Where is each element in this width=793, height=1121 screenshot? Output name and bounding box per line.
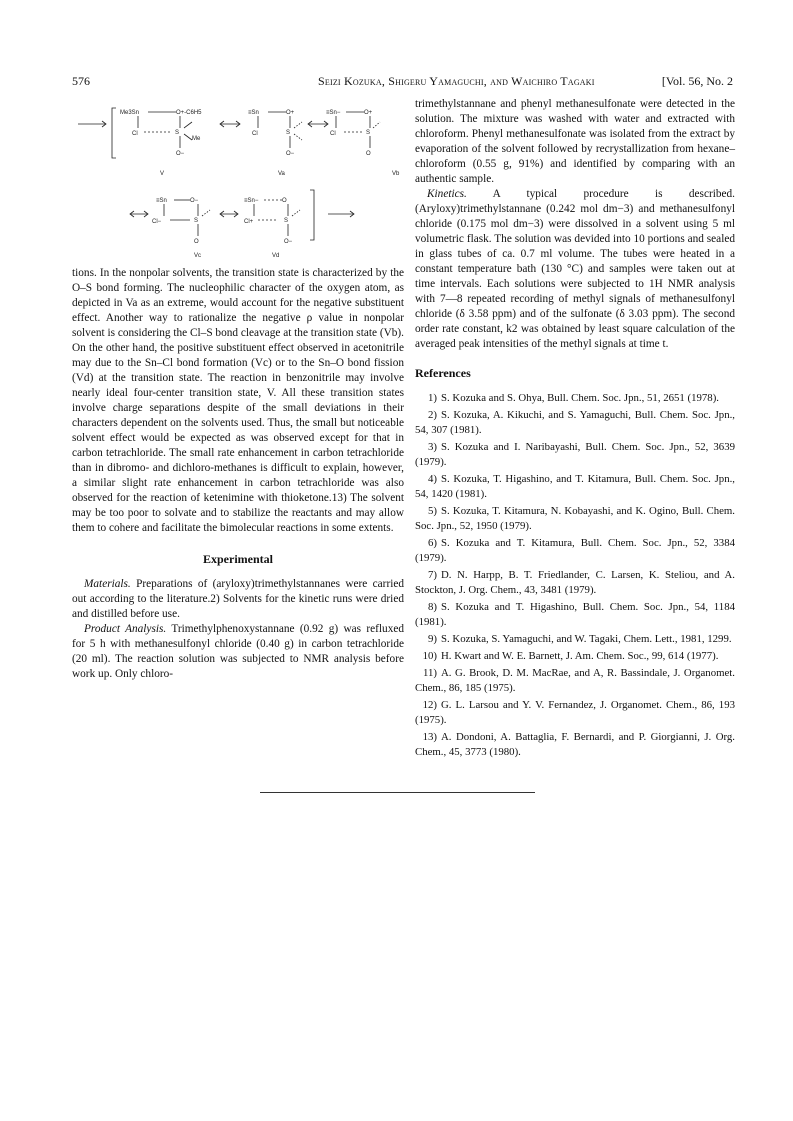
scheme-atom-o-minus: O− (176, 151, 185, 157)
scheme-atom-o-plus-vb: O+ (364, 110, 373, 116)
reference-item: 2) S. Kozuka, A. Kikuchi, and S. Yamaguchi, Bull. Chem. Soc. Jpn., 54, 307 (1981). (415, 409, 735, 436)
scheme-atom-o-aryl: O+-C6H5 (176, 110, 202, 116)
scheme-atom-o-minus-va: O− (286, 151, 295, 157)
scheme-atom-o-minus-vd: O− (284, 239, 293, 245)
scheme-atom-cl-vc: Cl− (152, 219, 162, 225)
reference-item: 5) S. Kozuka, T. Kitamura, N. Kobayashi, and K. Ogino, Bull. Chem. Soc. Jpn., 52, 1950 (1979). (415, 505, 735, 532)
scheme-atom-me3sn: Me3Sn (120, 110, 140, 116)
left-column (72, 266, 404, 682)
reference-item: 8) S. Kozuka and T. Higashino, Bull. Chem. Soc. Jpn., 54, 1184 (1981). (415, 601, 735, 628)
scheme-atom-o-plus-va: O+ (286, 110, 295, 116)
scheme-atom-o-vc: O− (190, 198, 199, 204)
reference-list (415, 391, 735, 760)
scheme-atom-sn-vd: ≡Sn− (244, 198, 259, 204)
scheme-atom-cl-va: Cl (252, 131, 258, 137)
materials-paragraph (72, 577, 404, 622)
running-header-authors: Seizi Kozuka, Shigeru Yamaguchi, and Waichiro Tagaki (318, 74, 595, 88)
scheme-label-vc: Vc (194, 253, 202, 259)
scheme-atom-sn-vc: ≡Sn (156, 198, 167, 204)
materials-label: Materials. (84, 578, 131, 590)
reference-item: 1) S. Kozuka and S. Ohya, Bull. Chem. Soc. Jpn., 51, 2651 (1978). (428, 392, 720, 404)
page-number: 576 (72, 74, 90, 88)
product-analysis-continued: trimethylstannane and phenyl methanesulfonate were detected in the solution. The mixture was washed with water and extracted with chloroform. Phenyl methanesulfonate was isolated from the extract by evaporation of the solvent followed by recrystallization from hexane–chloroform (0.55 g, 91%) and identified by comparing with an authentic sample. (415, 98, 735, 185)
product-analysis-label: Product Analysis. (84, 623, 167, 635)
reference-item: 10) H. Kwart and W. E. Barnett, J. Am. Chem. Soc., 99, 614 (1977). (422, 650, 719, 662)
reference-item: 12) G. L. Larsou and Y. V. Fernandez, J. Organomet. Chem., 86, 193 (1975). (415, 699, 735, 726)
scheme-atom-sn-va: ≡Sn (248, 110, 259, 116)
reference-item: 4) S. Kozuka, T. Higashino, and T. Kitamura, Bull. Chem. Soc. Jpn., 54, 1420 (1981). (415, 473, 735, 500)
scheme-label-v: V (160, 171, 165, 177)
scheme-atom-cl-vb: Cl (330, 131, 336, 137)
section-title-experimental: Experimental (203, 552, 273, 566)
materials-text: Preparations of (aryloxy)trimethylstannanes were carried out according to the literature.2) Solvents for the kinetic runs were dried and distilled before use. (72, 578, 405, 620)
kinetics-paragraph (415, 187, 735, 352)
scheme-atom-o-vc2: O (194, 239, 199, 245)
reference-item: 3) S. Kozuka and I. Naribayashi, Bull. Chem. Soc. Jpn., 52, 3639 (1979). (415, 441, 735, 468)
scheme-atom-s-vd: S (284, 218, 289, 224)
references-title: References (415, 366, 471, 380)
end-rule (260, 792, 535, 793)
running-header-volume: [Vol. 56, No. 2 (661, 74, 733, 88)
product-analysis-paragraph (72, 622, 404, 682)
scheme-atom-s-vc: S (194, 218, 199, 224)
reference-item: 7) D. N. Harpp, B. T. Friedlander, C. Larsen, K. Steliou, and A. Stockton, J. Org. Chem., 43, 3481 (1979). (415, 569, 735, 596)
reference-item: 13) A. Dondoni, A. Battaglia, F. Bernardi, and P. Giorgianni, J. Org. Chem., 45, 3773 (1980). (415, 731, 735, 758)
scheme-atom-s: S (175, 130, 180, 136)
product-analysis-text: Trimethylphenoxystannane (0.92 g) was refluxed for 5 h with methanesulfonyl chloride (0.40 g) in carbon tetrachloride (20 ml). The reaction solution was subjected to NMR analysis before work up. Only chloro- (72, 623, 405, 680)
scheme-atom-o-vb: O (366, 151, 371, 157)
scheme-figure (72, 100, 402, 260)
scheme-label-vd: Vd (272, 253, 280, 259)
right-column (415, 97, 735, 762)
discussion-paragraph: tions. In the nonpolar solvents, the transition state is characterized by the O–S bond forming. The nucleophilic character of the oxygen atom, as depicted in Va as an extreme, would account for the negative substituent effect. Another way to rationalize the negative ρ value in nonpolar solvent is considering the Cl–S bond cleavage at the transition state (Vb). On the other hand, the positive substituent effect observed in acetonitrile may due to the Sn–Cl bond formation (Vc) or to the Sn–O bond fission (Vd) at the transition state. The reaction in benzonitrile may involve nearly ideal four-center transition state, V. All these transition states involve charge separations despite of the small deviations in their characters dependent on the solvents used. Thus, the small but noticeable solvent effect would be expected as was observed except for that in carbon tetrachloride. The small rate enhancement in carbon tetrachloride than in dibromo- and dichloro-methanes is difficult to explain, however, a similar slight rate enhancement in carbon tetrachloride was also observed for the reaction of ketenimine with thioketone.13) The solvent may be too poor to solvate and to stabilize the reactants and may allow them to cohere and facilitate the bimolecular reactions in some extents. (72, 267, 404, 534)
scheme-atom-sn-vb: ≡Sn− (326, 110, 341, 116)
kinetics-text: A typical procedure is described. (Aryloxy)trimethylstannane (0.242 mol dm−3) and methanesulfonyl chloride (0.175 mol dm−3) were dissolved in a solvent using 5 ml volumetric flask. The solution was devided into 10 portions and sealed in glass tubes of ca. 0.7 ml volume. The tubes were heated in a constant temperature bath (130 °C) and samples were taken out at time intervals. Each solutions were subjected to 1H NMR analysis with 7—8 repeated recording of methyl signals of methanesulfonyl chloride (δ 3.58 ppm) and of the sulfonate (δ 3.03 ppm). The second order rate constant, k2 was obtained by least square calculation of the averaged peak intensities of the methyl signals at time t. (415, 188, 735, 350)
running-header (72, 74, 733, 90)
reference-item: 11) A. G. Brook, D. M. MacRae, and A, R. Bassindale, J. Organomet. Chem., 86, 185 (1975). (415, 667, 735, 694)
scheme-atom-s-va: S (286, 130, 291, 136)
scheme-label-va: Va (278, 171, 285, 177)
kinetics-label: Kinetics. (427, 188, 467, 200)
reference-item: 6) S. Kozuka and T. Kitamura, Bull. Chem. Soc. Jpn., 52, 3384 (1979). (415, 537, 735, 564)
transition-state-scheme (72, 100, 402, 260)
scheme-label-vb: Vb (392, 171, 400, 177)
scheme-atom-o-vd: O (282, 198, 287, 204)
reference-item: 9) S. Kozuka, S. Yamaguchi, and W. Tagaki, Chem. Lett., 1981, 1299. (428, 633, 732, 645)
scheme-atom-cl-vd: Cl+ (244, 219, 254, 225)
scheme-atom-me: Me (192, 136, 201, 142)
scheme-atom-cl: Cl (132, 131, 138, 137)
scheme-atom-s-vb: S (366, 130, 371, 136)
